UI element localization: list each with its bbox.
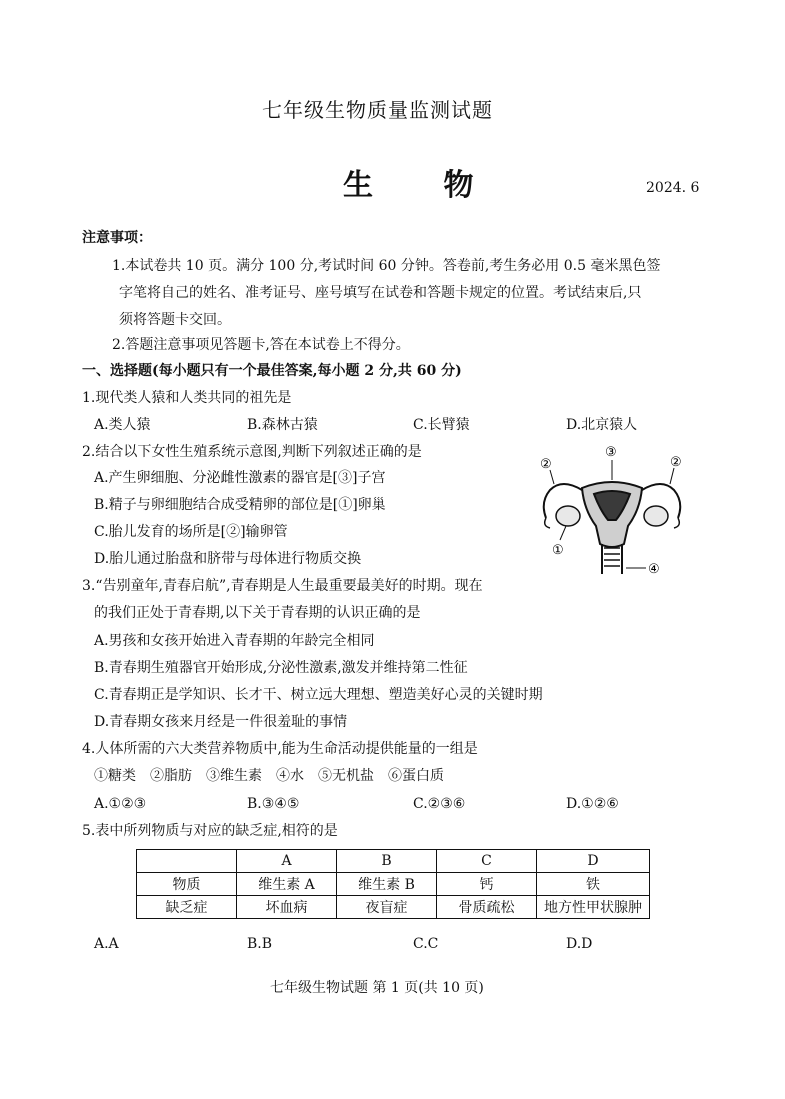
q5-stem: 5.表中所列物质与对应的缺乏症,相符的是 bbox=[82, 823, 338, 839]
notice-item-1-line-3: 须将答题卡交回。 bbox=[119, 312, 231, 328]
q3-option-a: A.男孩和女孩开始进入青春期的年龄完全相同 bbox=[94, 633, 375, 649]
table-row bbox=[137, 873, 650, 896]
q5-option-c: C.C bbox=[413, 936, 439, 952]
q4-option-a: A.①②③ bbox=[94, 796, 147, 812]
table-cell: 地方性甲状腺肿 bbox=[537, 896, 650, 919]
table-cell: 物质 bbox=[137, 873, 237, 896]
notice-item-1-line-2: 字笔将自己的姓名、准考证号、座号填写在试卷和答题卡规定的位置。考试结束后,只 bbox=[119, 285, 642, 301]
figure-label-3: ③ bbox=[605, 445, 617, 460]
table-cell: 缺乏症 bbox=[137, 896, 237, 919]
table-cell: D bbox=[537, 850, 650, 873]
section-1-heading: 一、选择题(每小题只有一个最佳答案,每小题 2 分,共 60 分) bbox=[82, 363, 462, 379]
table-cell: 维生素 B bbox=[337, 873, 437, 896]
q1-stem: 1.现代类人猿和人类共同的祖先是 bbox=[82, 390, 292, 406]
q4-items: ①糖类 ②脂肪 ③维生素 ④水 ⑤无机盐 ⑥蛋白质 bbox=[94, 768, 444, 784]
q1-option-b: B.森林古猿 bbox=[247, 417, 318, 433]
q2-option-c: C.胎儿发育的场所是[②]输卵管 bbox=[94, 524, 288, 540]
q4-stem: 4.人体所需的六大类营养物质中,能为生命活动提供能量的一组是 bbox=[82, 741, 478, 757]
table-cell: 夜盲症 bbox=[337, 896, 437, 919]
exam-date: 2024. 6 bbox=[646, 180, 700, 196]
table-cell bbox=[137, 850, 237, 873]
page-footer: 七年级生物试题 第 1 页(共 10 页) bbox=[270, 980, 484, 996]
q1-option-d: D.北京猿人 bbox=[566, 417, 638, 433]
q2-option-b: B.精子与卵细胞结合成受精卵的部位是[①]卵巢 bbox=[94, 497, 386, 513]
table-row bbox=[137, 850, 650, 873]
table-cell: 维生素 A bbox=[237, 873, 337, 896]
q2-option-d: D.胎儿通过胎盘和脐带与母体进行物质交换 bbox=[94, 551, 362, 567]
q5-option-b: B.B bbox=[247, 936, 273, 952]
q1-option-c: C.长臂猿 bbox=[413, 417, 470, 433]
q3-stem-line-2: 的我们正处于青春期,以下关于青春期的认识正确的是 bbox=[94, 605, 421, 621]
q1-option-a: A.类人猿 bbox=[94, 417, 151, 433]
table-cell: 骨质疏松 bbox=[437, 896, 537, 919]
q5-option-a: A.A bbox=[94, 936, 119, 952]
q3-stem-line-1: 3.“告别童年,青春启航”,青春期是人生最重要最美好的时期。现在 bbox=[82, 578, 483, 594]
q4-option-c: C.②③⑥ bbox=[413, 796, 466, 812]
exam-title: 七年级生物质量监测试题 bbox=[262, 98, 493, 122]
table-cell: A bbox=[237, 850, 337, 873]
notice-heading: 注意事项： bbox=[82, 230, 152, 246]
table-row bbox=[137, 896, 650, 919]
table-cell: B bbox=[337, 850, 437, 873]
table-cell: 钙 bbox=[437, 873, 537, 896]
q4-option-b: B.③④⑤ bbox=[247, 796, 300, 812]
figure-label-2-left: ② bbox=[540, 457, 552, 472]
q2-option-a: A.产生卵细胞、分泌雌性激素的器官是[③]子宫 bbox=[94, 470, 386, 486]
q3-option-c: C.青春期正是学知识、长才干、树立远大理想、塑造美好心灵的关键时期 bbox=[94, 687, 543, 703]
figure-label-4: ④ bbox=[648, 562, 660, 577]
q5-table bbox=[136, 849, 650, 919]
notice-item-1-line-1: 1.本试卷共 10 页。满分 100 分,考试时间 60 分钟。答卷前,考生务必用 0.5 毫米黑色签 bbox=[112, 258, 661, 274]
subject-title: 生 物 bbox=[343, 168, 504, 203]
q3-option-b: B.青春期生殖器官开始形成,分泌性激素,激发并维持第二性征 bbox=[94, 660, 468, 676]
table-cell: C bbox=[437, 850, 537, 873]
q5-option-d: D.D bbox=[566, 936, 593, 952]
table-cell: 坏血病 bbox=[237, 896, 337, 919]
notice-item-2: 2.答题注意事项见答题卡,答在本试卷上不得分。 bbox=[112, 337, 410, 353]
q2-stem: 2.结合以下女性生殖系统示意图,判断下列叙述正确的是 bbox=[82, 444, 422, 460]
q3-option-d: D.青春期女孩来月经是一件很羞耻的事情 bbox=[94, 714, 348, 730]
figure-label-1: ① bbox=[552, 543, 564, 558]
figure-label-2-right: ② bbox=[670, 455, 682, 470]
female-reproductive-system-figure bbox=[532, 440, 692, 585]
q4-option-d: D.①②⑥ bbox=[566, 796, 619, 812]
table-cell: 铁 bbox=[537, 873, 650, 896]
